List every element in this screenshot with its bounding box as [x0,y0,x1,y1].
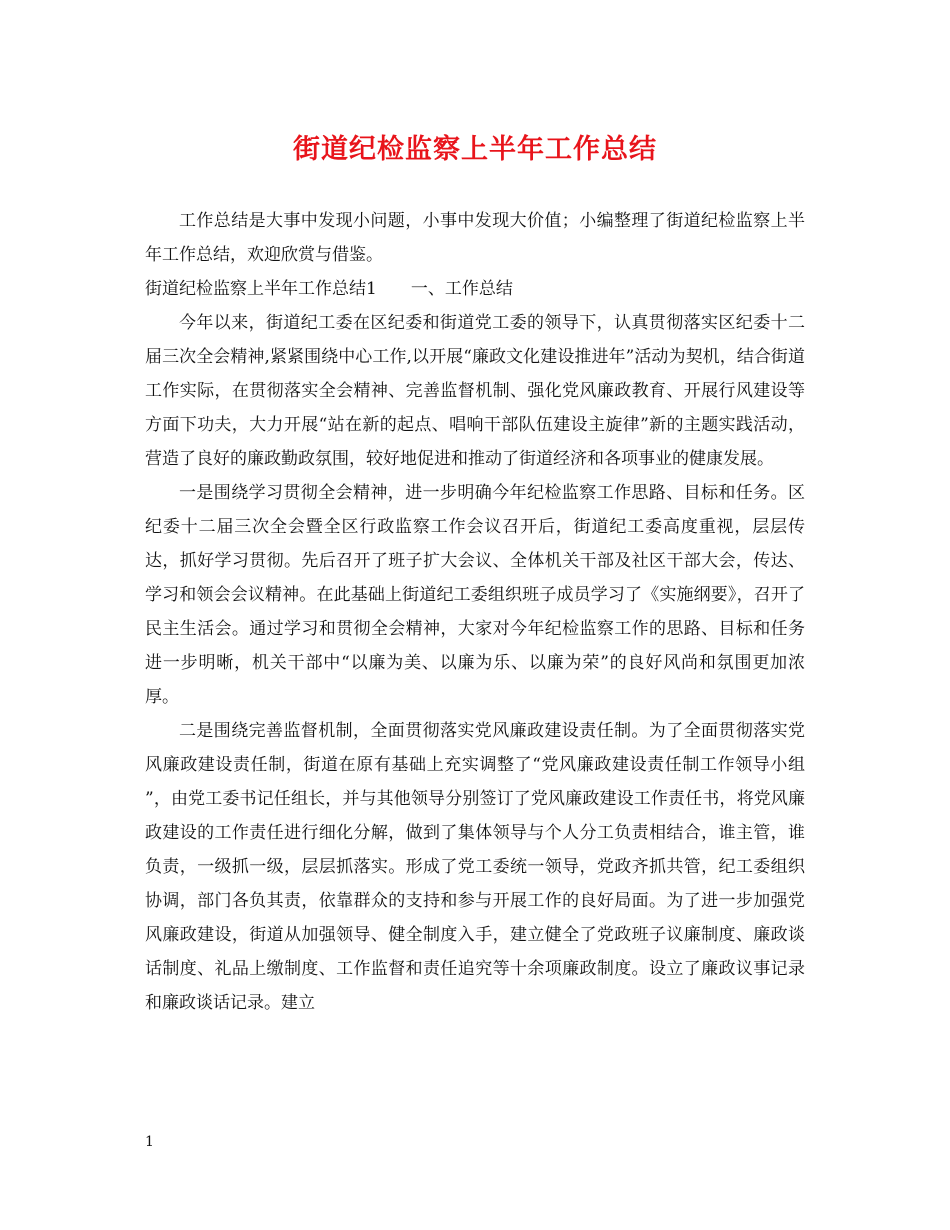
intro-paragraph: 工作总结是大事中发现小问题，小事中发现大价值；小编整理了街道纪检监察上半年工作总结，欢迎欣赏与借鉴。 [145,211,805,265]
body-paragraph: 一是围绕学习贯彻全会精神，进一步明确今年纪检监察工作思路、目标和任务。区纪委十二届三次全会暨全区行政监察工作会议召开后，街道纪工委高度重视，层层传达，抓好学习贯彻。先后召开了班子扩大会议、全体机关干部及社区干部大会，传达、学习和领会会议精神。在此基础上街道纪工委组织班子成员学习了《实施纲要》，召开了民主生活会。通过学习和贯彻全会精神，大家对今年纪检监察工作的思路、目标和任务进一步明晰，机关干部中“以廉为美、以廉为乐、以廉为荣”的良好风尚和氛围更加浓厚。 [145,483,805,707]
document-title: 街道纪检监察上半年工作总结 [293,134,657,165]
body-paragraph: 二是围绕完善监督机制，全面贯彻落实党风廉政建设责任制。为了全面贯彻落实党风廉政建设责任制，街道在原有基础上充实调整了“党风廉政建设责任制工作领导小组 ”，由党工委书记任组长，并与其他领导分别签订了党风廉政建设工作责任书，将党风廉政建设的工作责任进行细化分解，做到了集体领导与个人分工负责相结合，谁主管，谁负责，一级抓一级，层层抓落实。形成了党工委统一领导，党政齐抓共管，纪工委组织协调，部门各负其责，依靠群众的支持和参与开展工作的良好局面。为了进一步加强党风廉政建设，街道从加强领导、健全制度入手，建立健全了党政班子议廉制度、廉政谈话制度、礼品上缴制度、工作监督和责任追究等十余项廉政制度。设立了廉政议事记录和廉政谈话记录。建立 [145,721,805,1013]
document-body [145,204,805,1020]
page-number: 1 [145,1134,154,1150]
body-paragraph: 今年以来，街道纪工委在区纪委和街道党工委的领导下，认真贯彻落实区纪委十二届三次全会精神,紧紧围绕中心工作,以开展“廉政文化建设推进年”活动为契机，结合街道工作实际，在贯彻落实全会精神、完善监督机制、强化党风廉政教育、开展行风建设等方面下功夫，大力开展“站在新的起点、唱响干部队伍建设主旋律”新的主题实践活动，营造了良好的廉政勤政氛围，较好地促进和推动了街道经济和各项事业的健康发展。 [145,313,805,469]
section-heading: 街道纪检监察上半年工作总结1 一、工作总结 [145,279,513,299]
